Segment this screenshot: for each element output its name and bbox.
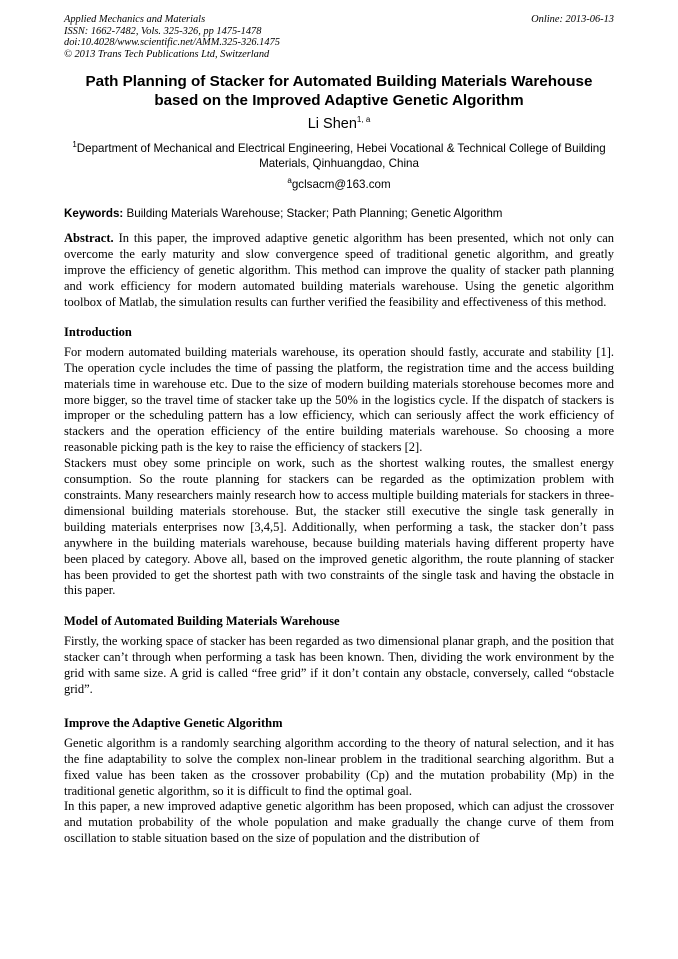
abstract-text: In this paper, the improved adaptive genetic algorithm has been presented, which not only can overcome the early maturity and slow convergence speed of traditional genetic algorithm, and greatly improve the efficiency of genetic algorithm. This method can improve the quality of stacker path planning and work efficiency for modern automated building materials warehouse. Using the genetic algorithm toolbox of Matlab, the simulation results can further verified the feasibility and effectiveness of this method.	[64, 231, 615, 310]
issn-line: ISSN: 1662-7482, Vols. 325-326, pp 1475-1478	[64, 25, 262, 37]
section-heading-improve: Improve the Adaptive Genetic Algorithm	[64, 715, 283, 730]
keywords-label: Keywords:	[64, 207, 124, 221]
affiliation-superscript: 1	[72, 140, 77, 150]
author-line	[64, 115, 614, 134]
section-heading-model: Model of Automated Building Materials Warehouse	[64, 614, 340, 629]
email-superscript: a	[287, 176, 292, 186]
model-paragraph-1: Firstly, the working space of stacker has been regarded as two dimensional planar graph, and the position that stacker can’t through when performing a task has been known. Then, dividing the work environment by the grid with same size. A grid is called “free grid” if it don’t contain any obstacle, conversely, called “obstacle grid”.	[64, 634, 614, 696]
keywords-text: Building Materials Warehouse; Stacker; Path Planning; Genetic Algorithm	[126, 207, 503, 221]
intro-paragraph-1: For modern automated building materials warehouse, its operation should fastly, accurate and stability [1]. The operation cycle includes the time of passing the platform, the registration time and the access building materials time in warehouse etc. Due to the size of modern building materials storehouse becomes more and more bigger, so the travel time of stacker take up the 50% in the logistics cycle. If the dispatch of stackers is improper or the scheduling pattern has a low efficiency, which can seriously affect the work efficiency of stackers and the operation efficiency of the entire building materials warehouse. So choosing a more reasonable picking path is the key to raise the efficiency of stackers [2].	[64, 344, 614, 455]
paper-page	[64, 14, 614, 847]
title-line-1: Path Planning of Stacker for Automated Building Materials Warehouse	[85, 73, 593, 90]
author-email: gclsacm@163.com	[291, 178, 391, 192]
improve-paragraph-2: In this paper, a new improved adaptive genetic algorithm has been proposed, which can adjust the crossover and mutation probability of the whole population and make gradually the change curve of them from oscillation to stable situation based on the size of population and the distribution of	[64, 799, 614, 846]
journal-name: Applied Mechanics and Materials	[64, 14, 206, 25]
abstract	[64, 231, 614, 311]
journal-header	[64, 14, 614, 60]
author-superscript: 1, a	[356, 115, 371, 125]
improve-paragraph-1: Genetic algorithm is a randomly searching algorithm according to the theory of natural selection, and it has the fine adaptability to solve the complex non-linear problem in the traditional searching algorithm. But a fixed value has been taken as the crossover probability (Cp) and the mutation probability (Mp) in the traditional genetic algorithm, so it is difficult to find the optimal goal.	[64, 735, 614, 798]
doi-line: doi:10.4028/www.scientific.net/AMM.325-326.1475	[64, 37, 280, 48]
affiliation	[64, 141, 614, 171]
abstract-label: Abstract.	[64, 231, 114, 246]
title-line-2: based on the Improved Adaptive Genetic Algorithm	[154, 92, 524, 109]
email-line	[64, 177, 614, 192]
online-date: Online: 2013-06-13	[531, 14, 614, 25]
paper-title	[64, 72, 614, 110]
copyright-line: © 2013 Trans Tech Publications Ltd, Switzerland	[64, 48, 270, 60]
intro-paragraph-2: Stackers must obey some principle on work, such as the shortest walking routes, the smallest energy consumption. So the route planning for stackers can be regarded as the optimization problem with constraints. Many researchers mainly research how to access multiple building materials for stackers in three-dimensional building materials storehouse. But, the stacker still executive the single task generally in building materials enterprises now [3,4,5]. Additionally, when performing a task, the stacker don’t pass anywhere in the building materials warehouse, because building materials having different property have been placed by category. Above all, based on the improved genetic algorithm, the route planning of stacker has been provided to get the shortest path with two constraints of the single task and having the obstacle in this paper.	[64, 456, 614, 598]
keywords-line	[64, 206, 614, 221]
section-heading-introduction: Introduction	[64, 324, 132, 339]
author-name: Li Shen	[307, 116, 357, 132]
affiliation-text: Department of Mechanical and Electrical Engineering, Hebei Vocational & Technical College of Building Materials, Qinhuangdao, China	[76, 142, 606, 171]
